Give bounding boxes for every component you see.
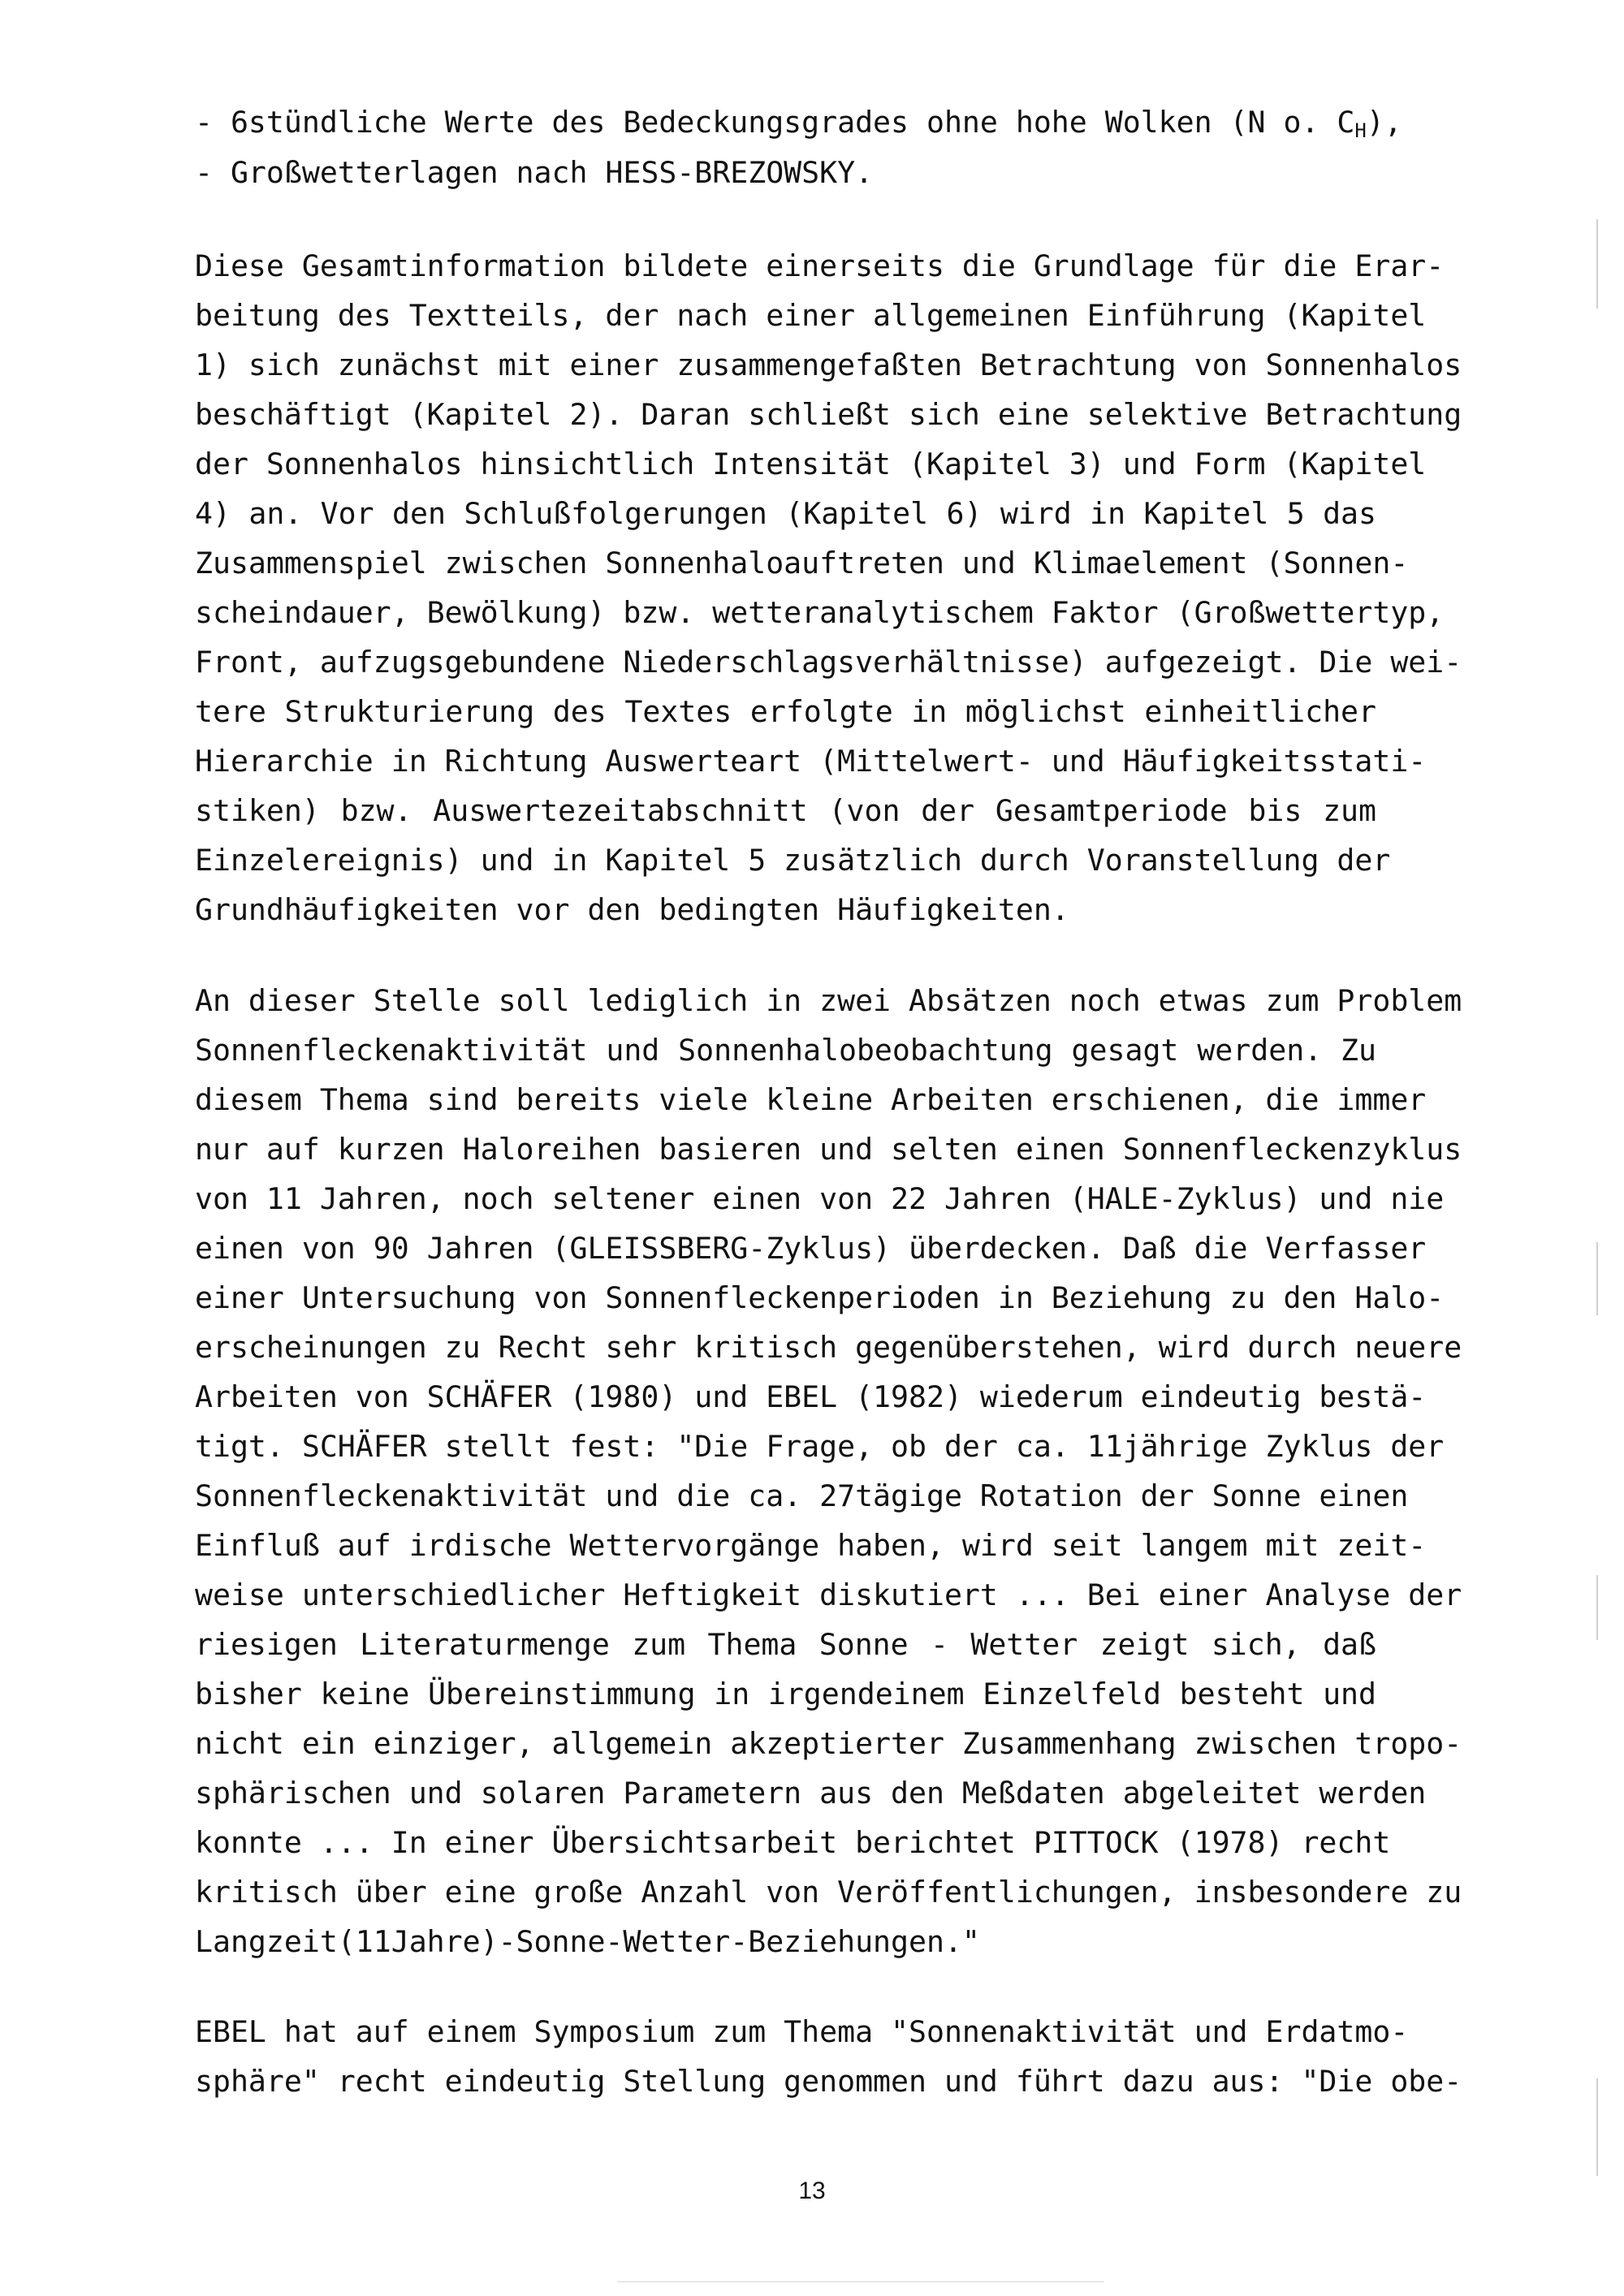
text-line: nicht ein einziger, allgemein akzeptierter Zusammenhang zwischen tropo- (195, 1726, 1462, 1761)
text-line: diesem Thema sind bereits viele kleine Arbeiten erschienen, die immer (195, 1082, 1427, 1117)
text-line: 1) sich zunächst mit einer zusammengefaßten Betrachtung von Sonnenhalos (195, 347, 1462, 382)
text-line: der Sonnenhalos hinsichtlich Intensität (Kapitel 3) und Form (Kapitel (195, 447, 1427, 481)
margin-mark (1596, 1575, 1598, 1640)
text-line: bisher keine Übereinstimmung in irgendeinem Einzelfeld besteht und (195, 1677, 1376, 1711)
text-line: von 11 Jahren, noch seltener einen von 22 Jahren (HALE-Zyklus) und nie (195, 1181, 1445, 1216)
text-line: Langzeit(11Jahre)-Sonne-Wetter-Beziehungen." (195, 1924, 980, 1959)
list-item (195, 104, 1402, 149)
margin-mark (1596, 1242, 1598, 1315)
text-line: Hierarchie in Richtung Auswerteart (Mittelwert- und Häufigkeitsstati- (195, 744, 1427, 779)
text-line: Front, aufzugsgebundene Niederschlagsverhältnisse) aufgezeigt. Die wei- (195, 645, 1462, 680)
text-line: einer Untersuchung von Sonnenfleckenperioden in Beziehung zu den Halo- (195, 1280, 1445, 1315)
list-item: - Großwetterlagen nach HESS-BREZOWSKY. (195, 155, 874, 190)
text-line: kritisch über eine große Anzahl von Veröffentlichungen, insbesondere zu (195, 1875, 1462, 1910)
margin-mark (1596, 2078, 1598, 2176)
text-line: erscheinungen zu Recht sehr kritisch gegenüberstehen, wird durch neuere (195, 1330, 1462, 1365)
text-line: nur auf kurzen Haloreihen basieren und selten einen Sonnenfleckenzyklus (195, 1132, 1462, 1167)
text-line: stiken) bzw. Auswertezeitabschnitt (von der Gesamtperiode bis zum (195, 793, 1376, 828)
text-line: Sonnenfleckenaktivität und Sonnenhalobeobachtung gesagt werden. Zu (195, 1033, 1376, 1068)
margin-mark (1596, 219, 1598, 309)
text-line: Einfluß auf irdische Wettervorgänge haben, wird seit langem mit zeit- (195, 1528, 1427, 1563)
list-item-text: - 6stündliche Werte des Bedeckungsgrades ohne hohe Wolken (N o. C (195, 105, 1355, 140)
subscript-h: H (1354, 119, 1367, 142)
text-line: Einzelereignis) und in Kapitel 5 zusätzlich durch Voranstellung der (195, 843, 1391, 878)
text-line: Sonnenfleckenaktivität und die ca. 27tägige Rotation der Sonne einen (195, 1478, 1409, 1513)
text-line: weise unterschiedlicher Heftigkeit diskutiert ... Bei einer Analyse der (195, 1577, 1462, 1612)
text-line: tigt. SCHÄFER stellt fest: "Die Frage, ob der ca. 11jährige Zyklus der (195, 1429, 1445, 1464)
text-line: tere Strukturierung des Textes erfolgte in möglichst einheitlicher (195, 694, 1376, 729)
page-number: 13 (798, 2177, 826, 2204)
text-line: sphärischen und solaren Parametern aus den Meßdaten abgeleitet werden (195, 1776, 1427, 1810)
text-line: riesigen Literaturmenge zum Thema Sonne - Wetter zeigt sich, daß (195, 1627, 1376, 1662)
text-line: Zusammenspiel zwischen Sonnenhaloauftreten und Klimaelement (Sonnen- (195, 546, 1409, 580)
text-line: einen von 90 Jahren (GLEISSBERG-Zyklus) überdecken. Daß die Verfasser (195, 1231, 1427, 1266)
text-line: konnte ... In einer Übersichtsarbeit berichtet PITTOCK (1978) recht (195, 1825, 1391, 1860)
text-line: EBEL hat auf einem Symposium zum Thema "Sonnenaktivität und Erdatmo- (195, 2014, 1409, 2049)
text-line: beitung des Textteils, der nach einer allgemeinen Einführung (Kapitel (195, 298, 1427, 333)
text-line: Arbeiten von SCHÄFER (1980) und EBEL (1982) wiederum eindeutig bestä- (195, 1379, 1427, 1414)
text-line: scheindauer, Bewölkung) bzw. wetteranalytischem Faktor (Großwettertyp, (195, 595, 1445, 630)
text-line: beschäftigt (Kapitel 2). Daran schließt sich eine selektive Betrachtung (195, 397, 1462, 432)
text-line: An dieser Stelle soll lediglich in zwei Absätzen noch etwas zum Problem (195, 983, 1462, 1018)
scan-edge-line (617, 2281, 1104, 2282)
text-line: 4) an. Vor den Schlußfolgerungen (Kapitel 6) wird in Kapitel 5 das (195, 496, 1376, 531)
text-line: Grundhäufigkeiten vor den bedingten Häufigkeiten. (195, 892, 1069, 927)
list-item-suffix: ), (1366, 105, 1402, 140)
text-line: sphäre" recht eindeutig Stellung genommen und führt dazu aus: "Die obe- (195, 2064, 1462, 2099)
text-line: Diese Gesamtinformation bildete einerseits die Grundlage für die Erar- (195, 248, 1445, 283)
